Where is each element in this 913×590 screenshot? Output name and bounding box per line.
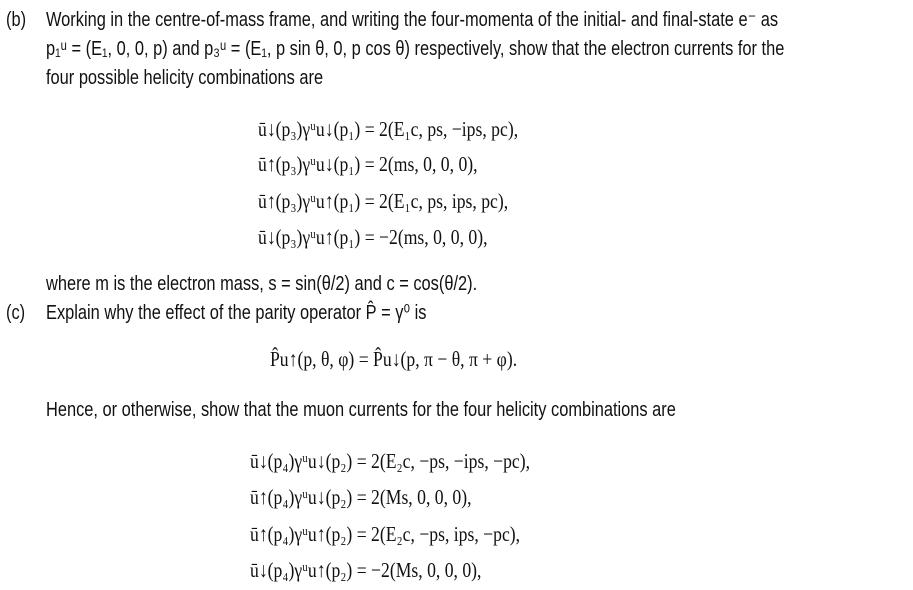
muon-current-equation-2: ū↑(p₄)γᵘu↓(p₂) = 2(Ms, 0, 0, 0), — [250, 485, 472, 509]
electron-current-equation-2: ū↑(p₃)γᵘu↓(p₁) = 2(ms, 0, 0, 0), — [258, 152, 478, 176]
part-b-text-line-1: Working in the centre-of-mass frame, and writing the four-momenta of the initial- and final-state e⁻ as — [46, 9, 779, 31]
muon-current-equation-4: ū↓(p₄)γᵘu↑(p₂) = −2(Ms, 0, 0, 0), — [250, 558, 482, 582]
part-b-text-line-2: p₁ᵘ = (E₁, 0, 0, p) and p₃ᵘ = (E₁, p sin θ, 0, p cos θ) respectively, show that the electron currents for the — [46, 38, 785, 60]
part-b-text-line-3: four possible helicity combinations are — [46, 67, 324, 89]
parity-equation: P̂u↑(p, θ, φ) = P̂u↓(p, π − θ, π + φ). — [270, 347, 518, 371]
muon-current-equation-3: ū↑(p₄)γᵘu↑(p₂) = 2(E₂c, −ps, ips, −pc), — [250, 522, 521, 546]
muon-current-equation-1: ū↓(p₄)γᵘu↓(p₂) = 2(E₂c, −ps, −ips, −pc), — [250, 449, 531, 473]
electron-current-equation-4: ū↓(p₃)γᵘu↑(p₁) = −2(ms, 0, 0, 0), — [258, 225, 488, 249]
part-c-intro-text: Explain why the effect of the parity operator P̂ = γ⁰ is — [46, 302, 427, 324]
part-b-marker: (b) — [6, 9, 27, 31]
part-b-closing-text: where m is the electron mass, s = sin(θ/2) and c = cos(θ/2). — [46, 273, 478, 295]
part-c-hence-text: Hence, or otherwise, show that the muon currents for the four helicity combinations are — [46, 399, 676, 421]
part-c-marker: (c) — [6, 302, 26, 324]
electron-current-equation-3: ū↑(p₃)γᵘu↑(p₁) = 2(E₁c, ps, ips, pc), — [258, 189, 509, 213]
electron-current-equation-1: ū↓(p₃)γᵘu↓(p₁) = 2(E₁c, ps, −ips, pc), — [258, 117, 519, 141]
